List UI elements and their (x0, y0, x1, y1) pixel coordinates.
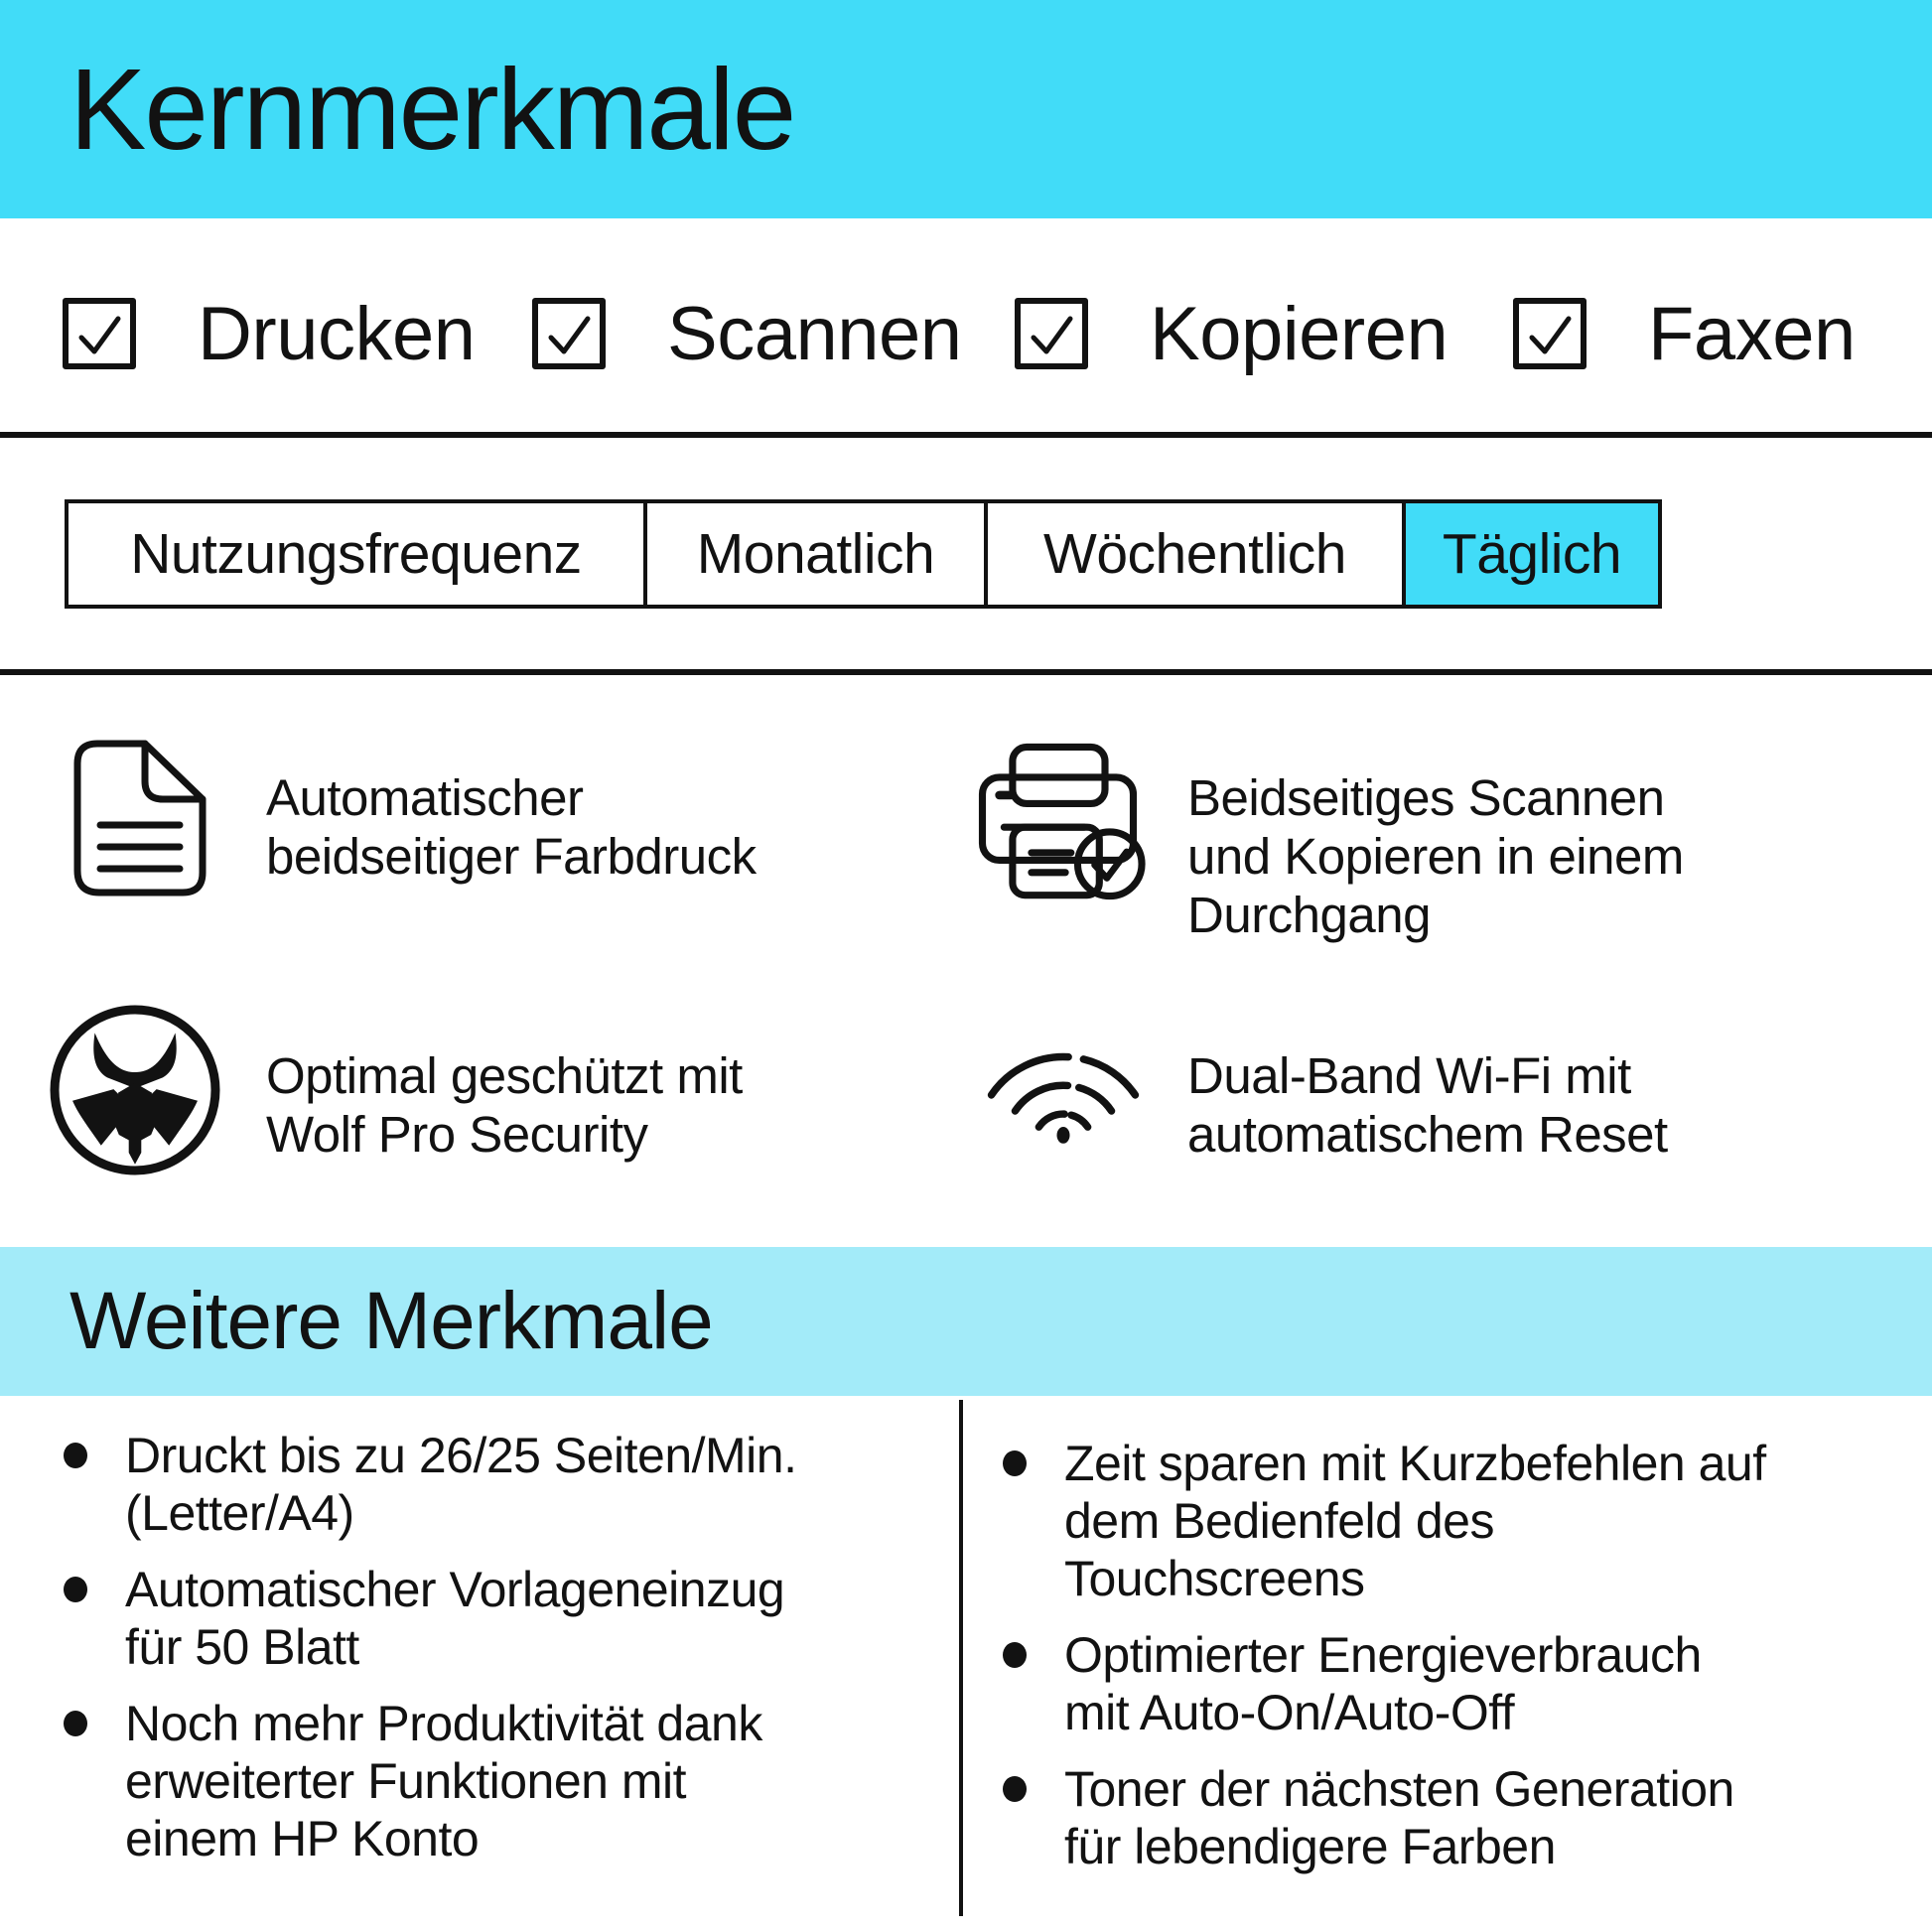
list-item: Noch mehr Produktivität dank erweiterter Funktionen mit einem HP Konto (64, 1695, 917, 1867)
list-item: Optimierter Energieverbrauch mit Auto-On/Auto-Off (1003, 1626, 1896, 1741)
page-title: Kernmerkmale (69, 45, 795, 174)
wolf-security-icon (44, 1001, 226, 1179)
column-divider (959, 1400, 963, 1916)
capability-faxen (1513, 291, 1856, 376)
list-item: Zeit sparen mit Kurzbefehlen auf dem Bedienfeld des Touchscreens (1003, 1435, 1896, 1607)
list-item: Druckt bis zu 26/25 Seiten/Min. (Letter/A4) (64, 1427, 917, 1542)
printer-scan-check-icon (973, 735, 1162, 909)
bullet-icon (64, 1711, 87, 1736)
checkmark-icon (1024, 308, 1079, 363)
bullet-column-left (64, 1427, 917, 1886)
capability-drucken (63, 291, 476, 376)
checkmark-icon (1522, 308, 1578, 363)
list-item: Toner der nächsten Generation für lebendigere Farben (1003, 1760, 1896, 1875)
checkbox-faxen[interactable] (1513, 298, 1587, 369)
checkmark-icon (541, 308, 597, 363)
usage-option-woechentlich[interactable]: Wöchentlich (984, 499, 1406, 609)
divider-line (0, 669, 1932, 675)
more-features-banner (0, 1247, 1932, 1396)
checkbox-kopieren[interactable] (1015, 298, 1088, 369)
usage-header-cell: Nutzungsfrequenz (65, 499, 647, 609)
bullet-column-right (1003, 1435, 1896, 1894)
bullet-icon (64, 1577, 87, 1602)
usage-option-monatlich[interactable]: Monatlich (643, 499, 988, 609)
capability-label: Drucken (198, 291, 476, 376)
header-banner (0, 0, 1932, 218)
wifi-icon (971, 1033, 1156, 1144)
list-item: Automatischer Vorlageneinzug für 50 Blatt (64, 1561, 917, 1676)
capability-scannen (532, 291, 962, 376)
feature-text-wifi: Dual-Band Wi-Fi mit automatischem Reset (1187, 1047, 1668, 1163)
more-features-title: Weitere Merkmale (69, 1276, 713, 1366)
feature-text-duplex-print: Automatischer beidseitiger Farbdruck (266, 769, 757, 885)
checkbox-scannen[interactable] (532, 298, 606, 369)
checkbox-drucken[interactable] (63, 298, 136, 369)
capability-label: Kopieren (1150, 291, 1449, 376)
feature-text-duplex-scan: Beidseitiges Scannen und Kopieren in einem Durchgang (1187, 769, 1684, 943)
capability-label: Scannen (667, 291, 962, 376)
usage-option-taeglich-selected[interactable]: Täglich (1402, 499, 1662, 609)
bullet-icon (64, 1443, 87, 1468)
capability-label: Faxen (1648, 291, 1856, 376)
divider-line (0, 432, 1932, 438)
feature-text-wolf-security: Optimal geschützt mit Wolf Pro Security (266, 1047, 743, 1163)
checkmark-icon (71, 308, 127, 363)
usage-frequency-table (65, 499, 1662, 609)
bullet-icon (1003, 1642, 1027, 1668)
bullet-icon (1003, 1450, 1027, 1476)
bullet-icon (1003, 1776, 1027, 1802)
duplex-document-icon (73, 740, 207, 897)
capability-kopieren (1015, 291, 1449, 376)
